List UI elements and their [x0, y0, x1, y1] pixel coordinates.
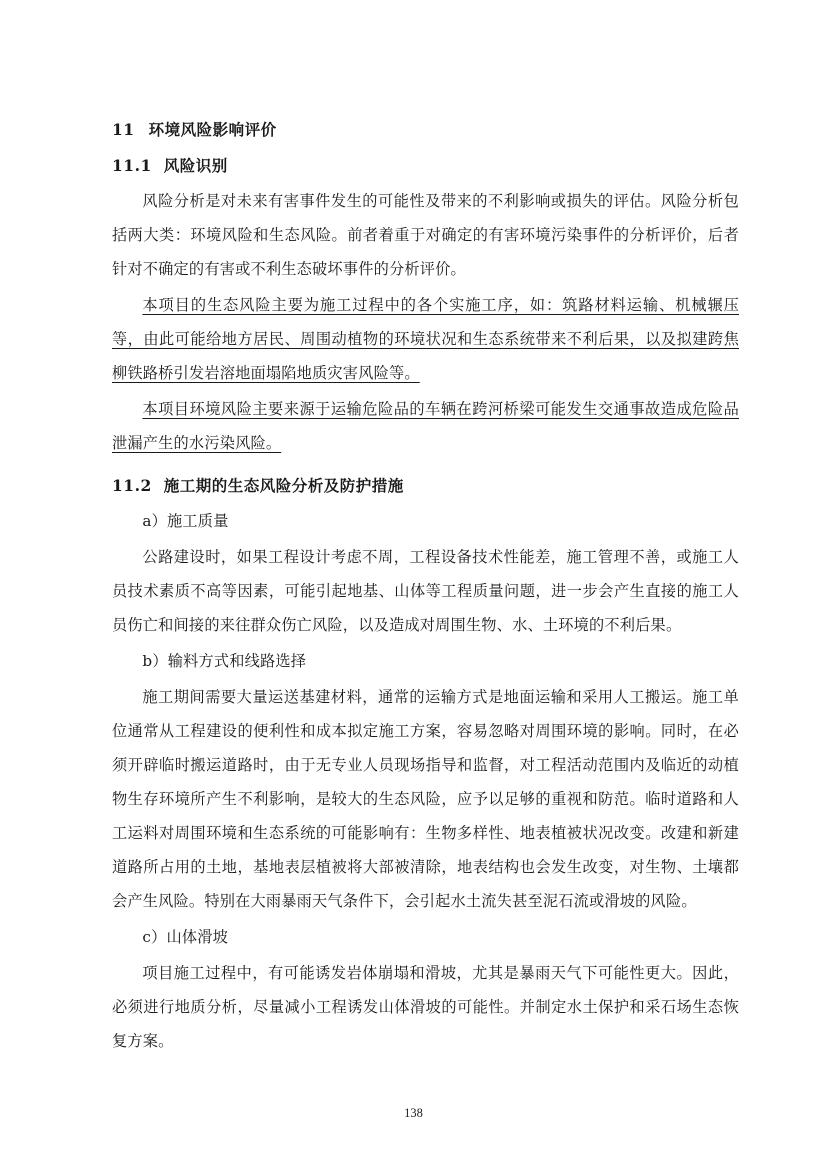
paragraph-landslide: 项目施工过程中，有可能诱发岩体崩塌和滑坡，尤其是暴雨天气下可能性更大。因此，必须进行地质分析，尽量减小工程诱发山体滑坡的可能性。并制定水土保护和采石场生态恢复方案。 — [112, 964, 739, 1050]
paragraph-ecological-risk: 本项目的生态风险主要为施工过程中的各个实施工序，如：筑路材料运输、机械辗压等，由此可能给地方居民、周围动植物的环境状况和生态系统带来不利后果，以及拟建跨焦柳铁路桥引发岩溶地面塌陷地质灾害风险等。 — [112, 296, 739, 382]
paragraph-transport-route: 施工期间需要大量运送基建材料，通常的运输方式是地面运输和采用人工搬运。施工单位通常从工程建设的便利性和成本拟定施工方案，容易忽略对周围环境的影响。同时，在必须开辟临时搬运道路时，由于无专业人员现场指导和监督，对工程活动范围内及临近的动植物生存环境所产生不利影响，是较大的生态风险，应予以足够的重视和防范。临时道路和人工运料对周围环境和生态系统的可能影响有：生物多样性、地表植被状况改变。改建和新建道路所占用的土地，基地表层植被将大部被清除，地表结构也会发生改变，对生物、土壤都会产生风险。特别在大雨暴雨天气条件下，会引起水土流失甚至泥石流或滑坡的风险。 — [112, 688, 739, 910]
section-heading-11-2 — [112, 474, 739, 496]
paragraph-environmental-risk: 本项目环境风险主要来源于运输危险品的车辆在跨河桥梁可能发生交通事故造成危险品泄漏产生的水污染风险。 — [112, 400, 739, 452]
section-number: 11.2 — [112, 476, 152, 495]
paragraph-construction-quality: 公路建设时，如果工程设计考虑不周，工程设备技术性能差，施工管理不善，或施工人员技术素质不高等因素，可能引起地基、山体等工程质量问题，进一步会产生直接的施工人员伤亡和间接的来往群众伤亡风险，以及造成对周围生物、水、土环境的不利后果。 — [112, 548, 739, 634]
section-heading-11 — [112, 118, 739, 140]
section-number: 11.1 — [112, 156, 152, 175]
section-number: 11 — [112, 120, 135, 139]
section-title: 环境风险影响评价 — [148, 120, 277, 139]
paragraph-risk-analysis-definition: 风险分析是对未来有害事件发生的可能性及带来的不利影响或损失的评估。风险分析包括两大类：环境风险和生态风险。前者着重于对确定的有害环境污染事件的分析评价，后者针对不确定的有害或不利生态破坏事件的分析评价。 — [112, 192, 739, 278]
subheading-c-landslide: c）山体滑坡 — [142, 928, 229, 946]
section-title: 风险识别 — [163, 156, 228, 175]
subheading-b-transport-route: b）输料方式和线路选择 — [142, 652, 307, 670]
section-title: 施工期的生态风险分析及防护措施 — [163, 476, 404, 495]
subheading-a-construction-quality: a）施工质量 — [142, 512, 229, 530]
page-number: 138 — [404, 1106, 423, 1120]
section-heading-11-1 — [112, 154, 739, 176]
